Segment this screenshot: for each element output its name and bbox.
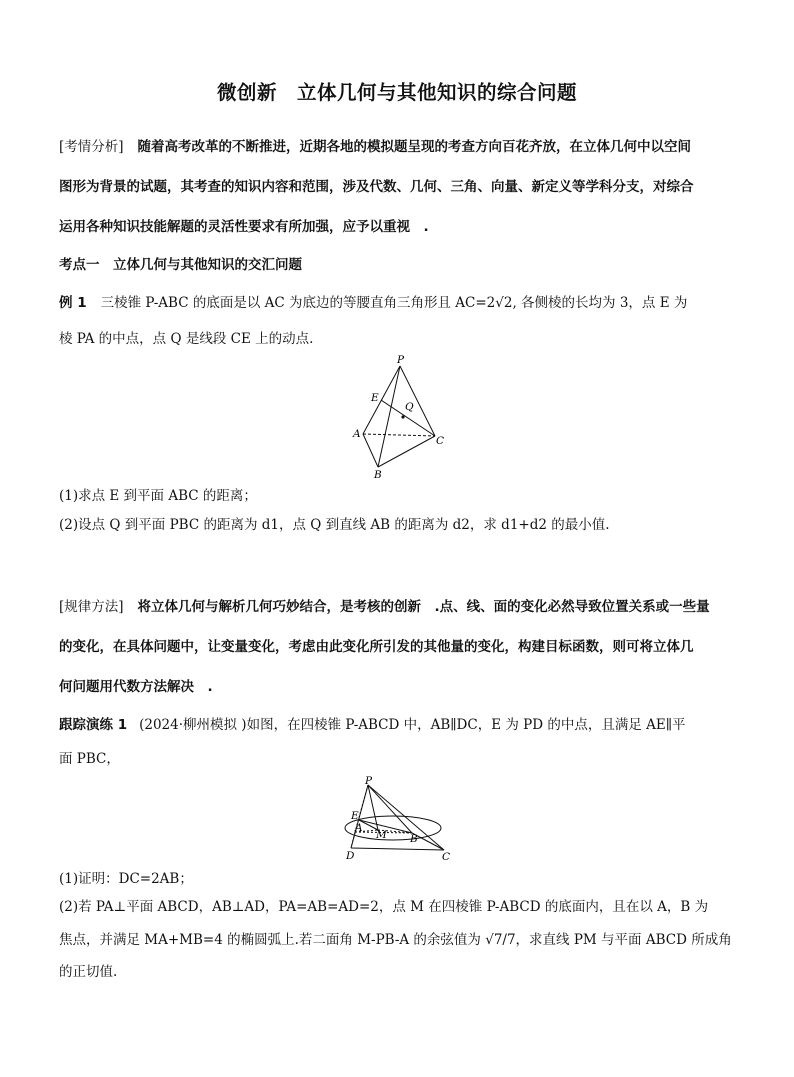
label-m: M (376, 829, 387, 841)
method-line-1 (59, 598, 710, 616)
method-text-1: 将立体几何与解析几何巧妙结合，是考核的创新 .点、线、面的变化必然导致位置关系或一些量 (137, 599, 710, 615)
edge-ac-hidden (363, 434, 435, 436)
page-title: 微创新 立体几何与其他知识的综合问题 (216, 81, 577, 104)
edge-pb (368, 785, 412, 833)
edge-ab (363, 434, 378, 467)
practice-question-2-line-1: (2)若 PA⊥平面 ABCD，AB⊥AD，PA=AB=AD=2，点 M 在四棱锥 P-ABCD 的底面内，且在以 A，B 为 (59, 899, 709, 915)
label-e: E (371, 392, 379, 404)
practice-question-2-line-3: 的正切值. (59, 964, 118, 980)
label-p: P (365, 775, 373, 787)
pyramid-figure (345, 352, 455, 482)
practice-label: 跟踪演练 1 (59, 717, 128, 733)
edge-bc (378, 436, 435, 467)
label-c: C (442, 851, 451, 863)
example-1-question-1: (1)求点 E 到平面 ABC 的距离； (59, 488, 257, 504)
analysis-text-1: 随着高考改革的不断推进，近期各地的模拟题呈现的考查方向百花齐放，在立体几何中以空间 (137, 139, 692, 155)
label-q: Q (405, 401, 414, 413)
practice-text-2: 面 PBC， (59, 751, 120, 767)
practice-line-1 (59, 716, 685, 734)
method-text-3: 何问题用代数方法解决 . (59, 679, 213, 695)
method-text-2: 的变化，在具体问题中，让变量变化，考虑由此变化所引发的其他量的变化，构建目标函数，则可将立体几 (59, 639, 694, 655)
practice-question-2-line-2: 焦点，并满足 MA+MB=4 的椭圆弧上.若二面角 M-PB-A 的余弦值为 √7/7，求直线 PM 与平面 ABCD 所成角 (59, 932, 732, 948)
quad-pyramid-figure (338, 775, 458, 863)
label-a: A (353, 428, 361, 440)
label-p: P (397, 354, 405, 366)
practice-text-1: (2024·柳州模拟 )如图，在四棱锥 P-ABCD 中，AB∥DC，E 为 PD 的中点，且满足 AE∥平 (139, 717, 686, 733)
edge-pb (378, 366, 400, 467)
section-heading-1: 考点一 立体几何与其他知识的交汇问题 (59, 257, 302, 273)
analysis-label: [考情分析] (59, 139, 124, 155)
label-b: B (374, 469, 382, 481)
example-1-text-2: 棱 PA 的中点，点 Q 是线段 CE 上的动点. (59, 331, 314, 347)
label-b: B (410, 833, 418, 845)
analysis-line-1 (59, 138, 691, 156)
label-d: D (346, 850, 355, 862)
method-label: [规律方法] (59, 599, 124, 615)
analysis-text-2: 图形为背景的试题，其考查的知识内容和范围，涉及代数、几何、三角、向量、新定义等学科分支，对综合 (59, 179, 694, 195)
label-e: E (351, 810, 359, 822)
analysis-text-3: 运用各种知识技能解题的灵活性要求有所加强，应予以重视 . (59, 219, 429, 235)
example-1-question-2: (2)设点 Q 到平面 PBC 的距离为 d1，点 Q 到直线 AB 的距离为 d2，求 d1+d2 的最小值. (59, 517, 610, 533)
practice-question-1: (1)证明：DC=2AB； (59, 871, 193, 887)
example-1-label: 例 1 (59, 295, 87, 311)
example-1-text-1: 三棱锥 P-ABC 的底面是以 AC 为底边的等腰直角三角形且 AC=2√2, 各侧棱的长均为 3，点 E 为 (100, 295, 688, 311)
point-q (401, 415, 404, 418)
label-c: C (436, 435, 445, 447)
label-a: A (355, 822, 363, 834)
example-1-line-1 (59, 294, 687, 312)
edge-dc (351, 848, 444, 850)
